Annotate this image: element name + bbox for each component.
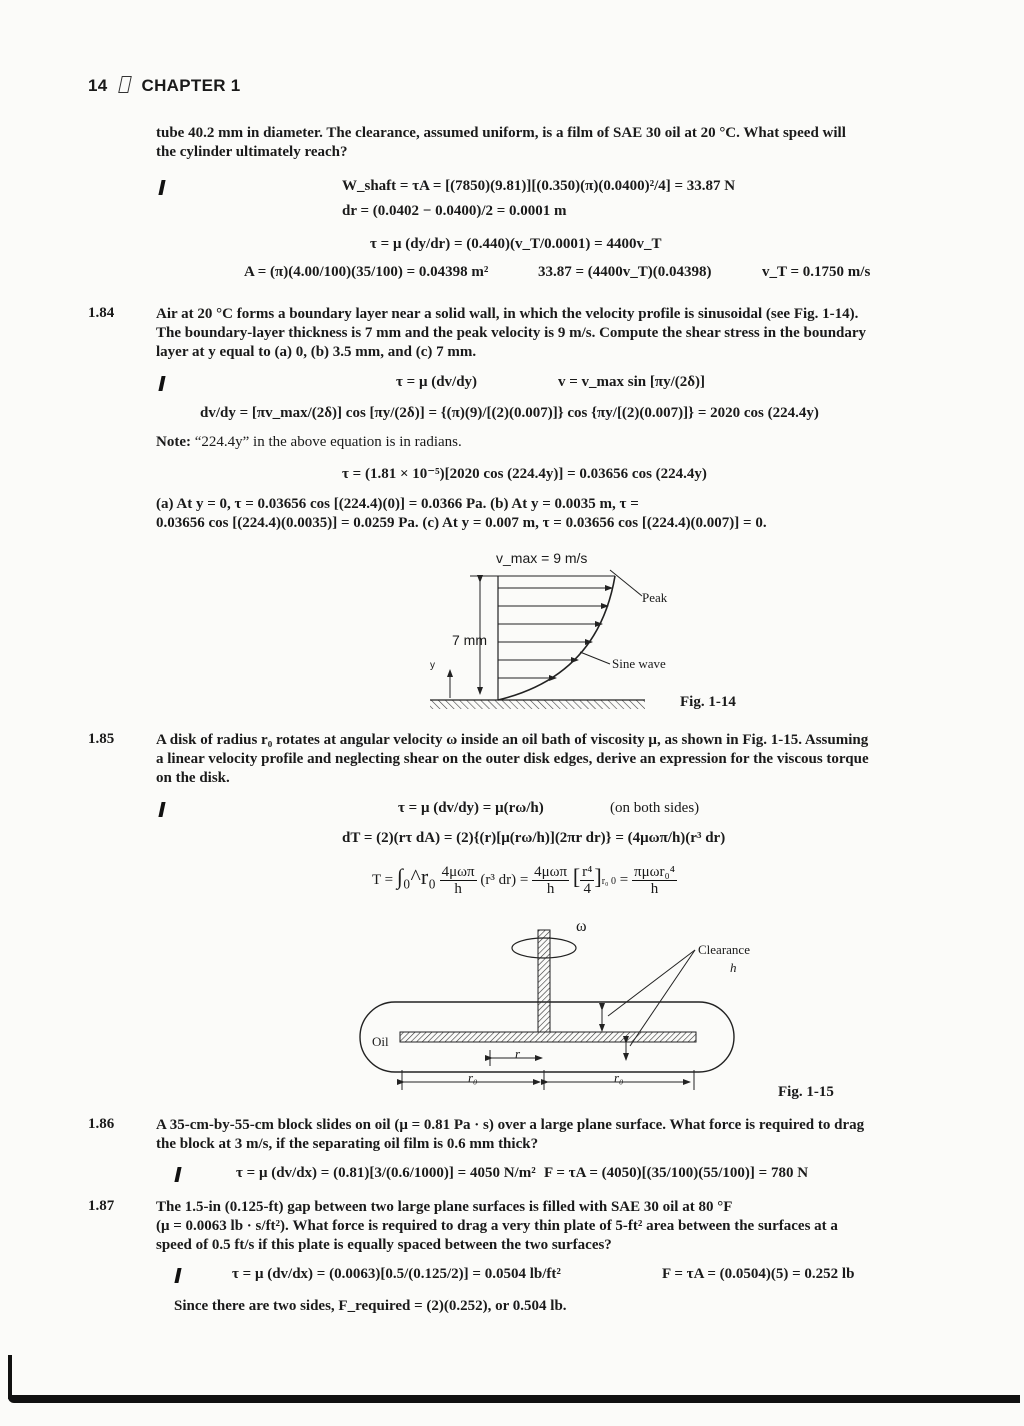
text-line: on the disk. [156,770,230,786]
page-header [88,76,241,96]
text-line: The boundary-layer thickness is 7 mm and the peak velocity is 9 m/s. Compute the shear stress in the boundary [156,325,867,341]
equation: F = τA = (0.0504)(5) = 0.252 lb [662,1266,855,1282]
equation: dT = (2)(rτ dA) = (2){(r)[μ(rω/h)](2πr dr)} = (4μωπ/h)(r³ dr) [342,830,726,846]
equation: τ = μ (dv/dx) = (0.81)[3/(0.6/1000)] = 4050 N/m² [236,1165,536,1181]
problem-number: 1.84 [88,305,115,321]
problem-1-87-text [156,1198,838,1255]
figure-caption: Fig. 1-14 [680,694,736,710]
shaft [538,930,550,1032]
equation: v = v_max sin [πy/(2δ)] [558,374,706,390]
figure-caption: Fig. 1-15 [778,1084,834,1100]
problem-1-86-text [156,1116,864,1154]
denominator: 4 [583,881,591,898]
problem-number: 1.87 [88,1198,115,1214]
equation: τ = (1.81 × 10⁻⁵)[2020 cos (224.4y)] = 0.03656 cos (224.4y) [342,466,707,482]
note-text: “224.4y” in the above equation is in radians. [194,434,462,450]
scan-edge [8,1355,12,1399]
page-number: 14 [88,76,108,95]
text-line: 0.03656 cos [(224.4)(0.0035)] = 0.0259 Pa. (c) At y = 0.007 m, τ = 0.03656 cos [(224.4)(0.007)] = 0. [156,515,767,531]
scan-edge [8,1395,1020,1403]
denominator: h [650,881,659,898]
conclusion: Since there are two sides, F_required = (2)(0.252), or 0.504 lb. [174,1298,567,1314]
note [156,434,462,451]
problem-number: 1.85 [88,731,115,747]
clearance-label: Clearance [698,942,750,957]
solution-mark-icon [174,1268,181,1283]
text-line: A 35-cm-by-55-cm block slides on oil (μ = 0.81 Pa · s) over a large plane surface. What force is required to drag [156,1117,865,1133]
problem-1-83-text [156,124,846,162]
h-label: h [730,960,737,975]
equation: A = (π)(4.00/100)(35/100) = 0.04398 m² [244,264,489,280]
numerator: πμωr₀⁴ [634,864,675,881]
text-line: tube 40.2 mm in diameter. The clearance, assumed uniform, is a film of SAE 30 oil at 20 °C. What speed will [156,125,846,141]
equation: F = τA = (4050)[(35/100)(55/100)] = 780 N [544,1165,809,1181]
equation: v_T = 0.1750 m/s [762,264,871,280]
y-label: y [430,660,435,671]
equation: τ = μ (dv/dx) = (0.0063)[0.5/(0.125/2)] = 0.0504 lb/ft² [232,1266,561,1282]
equation: 33.87 = (4400v_T)(0.04398) [538,264,712,280]
peak-label: Peak [642,590,668,605]
limits: r₀ 0 [601,876,617,887]
chapter-title: CHAPTER 1 [141,76,241,95]
fraction [440,864,477,897]
r0-label-left: r₀ [468,1070,478,1085]
fraction [632,864,677,897]
sine-wave-label: Sine wave [612,656,666,671]
solution-mark-icon [158,180,165,195]
problem-1-85-text [156,731,869,788]
header-separator-icon [118,76,132,93]
text-line: A disk of radius r₀ rotates at angular velocity ω inside an oil bath of viscosity μ, as shown in Fig. 1-15. Assuming [156,732,869,748]
text-line: Air at 20 °C forms a boundary layer near a solid wall, in which the velocity profile is sinusoidal (see Fig. 1-14). [156,306,859,322]
equation: τ = μ (dv/dy) [396,374,478,390]
text-line: (a) At y = 0, τ = 0.03656 cos [(224.4)(0)] = 0.0366 Pa. (b) At y = 0.0035 m, τ = [156,496,639,512]
solution-mark-icon [158,376,165,391]
note-label: Note: [156,434,191,450]
equation-part: T = [372,872,394,888]
thickness-label: 7 mm [452,632,487,648]
equation-part: = [619,872,629,888]
equation: τ = μ (dy/dr) = (0.440)(v_T/0.0001) = 4400v_T [370,236,662,252]
numerator: 4μωπ [441,864,475,881]
equation: τ = μ (dv/dy) = μ(rω/h) [398,800,544,816]
equation-note: (on both sides) [610,800,700,816]
problem-number: 1.86 [88,1116,115,1132]
wall-hatch [430,700,645,709]
text-line: speed of 0.5 ft/s if this plate is equally spaced between the two surfaces? [156,1237,612,1253]
text-line: (μ = 0.0063 lb · s/ft²). What force is required to drag a very thin plate of 5-ft² area between the surfaces at a [156,1218,838,1234]
torque-integral: T = ∫₀^r₀ $\frac{\text{4μωπ}}{h}$ (r³ dr) = $\frac{\text{4μωπ}}{h}$ [ $\frac{\text{r⁴}}{4}$ ]r₀ 0 = $\frac{\text{πμωr₀⁴}}{h}$ [372,864,675,898]
numerator: r⁴ [582,864,593,881]
text-line: The 1.5-in (0.125-ft) gap between two large plane surfaces is filled with SAE 30 oil at 80 °F [156,1199,733,1215]
omega-label: ω [576,918,587,935]
peak-leader [610,570,642,596]
sine-profile [498,576,615,700]
equation: W_shaft = τA = [(7850)(9.81)][(0.350)(π)(0.0400)²/4] = 33.87 N [342,178,736,194]
vmax-label: v_max = 9 m/s [496,550,588,566]
oil-label: Oil [372,1034,389,1049]
clearance-leader [608,950,695,1016]
disk [400,1032,696,1042]
text-line: layer at y equal to (a) 0, (b) 3.5 mm, and (c) 7 mm. [156,344,477,360]
numerator: 4μωπ [534,864,568,881]
fraction [580,864,594,897]
answers [156,495,767,533]
equation-part: (r³ dr) = [480,872,529,888]
figure-1-15 [340,920,740,1100]
problem-1-84-text [156,305,866,362]
r0-label-right: r₀ [614,1070,624,1085]
equation: dr = (0.0402 − 0.0400)/2 = 0.0001 m [342,203,567,219]
denominator: h [546,881,555,898]
solution-mark-icon [174,1167,181,1182]
denominator: h [454,881,462,898]
fraction [532,864,569,897]
integral-sign: ∫₀^r₀ [396,864,436,889]
r-label: r [515,1046,521,1061]
text-line: the cylinder ultimately reach? [156,144,348,160]
text-line: a linear velocity profile and neglecting shear on the outer disk edges, derive an expression for the viscous torque [156,751,869,767]
text-line: the block at 3 m/s, if the separating oil film is 0.6 mm thick? [156,1136,539,1152]
equation: dv/dy = [πv_max/(2δ)] cos [πy/(2δ)] = {(π)(9)/[(2)(0.007)]} cos {πy/[(2)(0.007)]} = 2020 cos (224.4y) [200,405,819,421]
sine-leader [580,652,610,664]
solution-mark-icon [158,802,165,817]
